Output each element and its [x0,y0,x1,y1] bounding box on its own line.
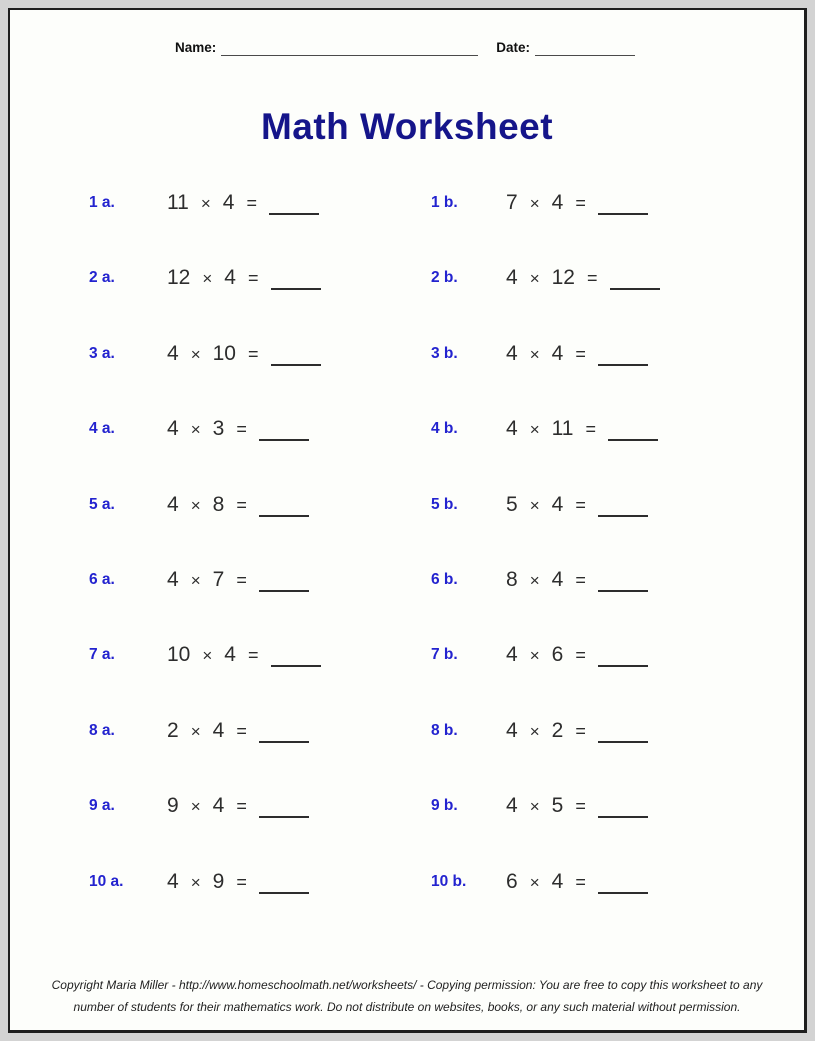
problem-5a [167,494,431,517]
equals-sign: = [246,193,257,213]
problem-label: 7 a. [89,646,115,664]
multiply-icon: × [529,269,540,289]
problem-4b [506,418,658,441]
factor-2: 2 [551,718,564,742]
problem-label: 2 b. [431,269,458,287]
problem-row-2 [10,267,804,342]
factor-1: 8 [506,567,518,591]
equals-sign: = [575,871,586,892]
factor-1: 6 [506,869,518,893]
multiply-icon: × [529,194,540,213]
problem-4a [167,418,431,441]
problem-3a [167,343,431,366]
multiply-icon: × [190,344,201,364]
multiply-icon: × [529,344,540,364]
answer-blank[interactable] [269,213,319,215]
answer-blank[interactable] [259,515,309,517]
factor-2: 6 [551,643,564,667]
equals-sign: = [575,343,586,364]
name-date-header [175,40,804,56]
equals-sign: = [585,419,596,440]
problem-label: 6 b. [431,570,458,588]
factor-2: 4 [551,341,564,365]
problem-row-3 [10,343,804,418]
problem-2b [506,267,660,290]
factor-2: 4 [224,266,236,290]
problem-label: 8 a. [89,721,115,739]
equals-sign: = [247,343,259,364]
answer-blank[interactable] [271,364,321,366]
problem-label: 4 b. [431,420,458,438]
problem-2a [167,267,431,290]
factor-2: 11 [551,417,574,441]
factor-2: 5 [551,794,564,818]
factor-1: 7 [506,191,518,214]
problem-10a [167,871,431,894]
factor-2: 12 [551,266,575,290]
equals-sign: = [236,569,247,590]
factor-1: 4 [167,567,179,591]
problem-5b [506,494,648,517]
factor-1: 10 [167,643,191,667]
problem-row-7 [10,644,804,719]
answer-blank[interactable] [271,665,321,667]
factor-2: 9 [212,869,225,893]
multiply-icon: × [529,495,540,515]
multiply-icon: × [190,570,201,590]
problem-label: 10 a. [89,872,124,890]
factor-2: 10 [212,341,236,365]
multiply-icon: × [190,495,201,515]
problem-row-5 [10,494,804,569]
multiply-icon: × [529,646,540,666]
answer-blank[interactable] [259,590,309,592]
problem-7b [506,644,648,667]
copyright-footer [10,975,804,1018]
factor-2: 4 [212,794,225,818]
multiply-icon: × [190,797,201,817]
multiply-icon: × [529,872,540,892]
factor-2: 7 [212,567,225,591]
equals-sign: = [236,419,247,440]
answer-blank[interactable] [610,288,660,290]
factor-1: 4 [506,266,518,290]
equals-sign: = [575,494,586,515]
problem-label: 1 a. [89,194,115,211]
answer-blank[interactable] [259,741,309,743]
equals-sign: = [575,193,586,213]
problem-label: 4 a. [89,420,115,438]
problem-8a [167,720,431,743]
problem-label: 7 b. [431,646,458,664]
answer-blank[interactable] [598,665,648,667]
equals-sign: = [236,871,247,892]
multiply-icon: × [190,420,201,440]
problem-9a [167,795,431,818]
problem-label: 5 b. [431,495,458,513]
factor-2: 4 [551,191,564,214]
answer-blank[interactable] [598,892,648,894]
problem-row-10 [10,871,804,946]
factor-2: 4 [551,492,564,516]
name-label: Name: [175,40,217,55]
equals-sign: = [575,645,586,666]
answer-blank[interactable] [259,439,309,441]
multiply-icon: × [529,420,540,440]
date-label: Date: [496,40,531,55]
problem-row-6 [10,569,804,644]
problem-6b [506,569,648,592]
answer-blank[interactable] [598,590,648,592]
multiply-icon: × [529,570,540,590]
answer-blank[interactable] [598,213,648,215]
multiply-icon: × [202,269,213,289]
problem-label: 8 b. [431,721,458,739]
multiply-icon: × [529,721,540,741]
factor-1: 2 [167,718,179,742]
problem-1b [506,192,648,215]
problem-row-8 [10,720,804,795]
equals-sign: = [575,720,586,741]
multiply-icon: × [529,797,540,817]
problem-8b [506,720,648,743]
problem-row-4 [10,418,804,493]
problem-label: 9 b. [431,797,458,815]
problem-9b [506,795,648,818]
factor-1: 4 [506,417,518,441]
factor-1: 4 [506,794,518,818]
equals-sign: = [575,796,586,817]
multiply-icon: × [200,194,211,213]
problem-10b [506,871,648,894]
answer-blank[interactable] [598,816,648,818]
worksheet-page [8,8,807,1033]
date-fill-in-line[interactable] [535,41,635,56]
problem-label: 5 a. [89,495,115,513]
factor-2: 8 [212,492,225,516]
factor-1: 4 [506,341,518,365]
equals-sign: = [236,494,247,515]
problems-grid [10,192,804,946]
copyright-line-1: Copyright Maria Miller - http://www.homeschoolmath.net/worksheets/ - Copying permission: You are free to copy this worksheet to any [51,978,763,992]
factor-2: 4 [212,718,225,742]
name-fill-in-line[interactable] [221,41,478,56]
factor-1: 11 [167,191,189,214]
problem-label: 9 a. [89,797,115,815]
answer-blank[interactable] [598,364,648,366]
problem-row-9 [10,795,804,870]
problem-1a [167,192,431,215]
problem-label: 6 a. [89,570,115,588]
equals-sign: = [575,569,586,590]
problem-label: 3 a. [89,344,115,362]
problem-row-1 [10,192,804,267]
answer-blank[interactable] [259,892,309,894]
multiply-icon: × [190,872,201,892]
answer-blank[interactable] [598,741,648,743]
factor-1: 4 [167,417,179,441]
page-title: Math Worksheet [260,106,554,147]
factor-1: 5 [506,492,518,516]
equals-sign: = [586,268,598,289]
factor-1: 9 [167,794,179,818]
problem-7a [167,644,431,667]
answer-blank[interactable] [259,816,309,818]
equals-sign: = [247,268,259,289]
problem-3b [506,343,648,366]
factor-2: 3 [212,417,225,441]
copyright-line-2: number of students for their mathematics work. Do not distribute on websites, books, or any such material without permission. [73,999,741,1014]
multiply-icon: × [202,646,213,666]
factor-1: 4 [506,718,518,742]
factor-1: 4 [506,643,518,667]
factor-1: 4 [167,341,179,365]
equals-sign: = [236,796,247,817]
equals-sign: = [236,720,247,741]
multiply-icon: × [190,721,201,741]
equals-sign: = [247,645,259,666]
factor-2: 4 [551,869,564,893]
answer-blank[interactable] [271,288,321,290]
problem-label: 3 b. [431,344,458,362]
answer-blank[interactable] [598,515,648,517]
factor-2: 4 [551,567,564,591]
factor-2: 4 [224,643,236,667]
problem-label: 2 a. [89,269,115,287]
factor-1: 4 [167,869,179,893]
factor-2: 4 [222,191,235,214]
problem-label: 10 b. [431,872,467,890]
factor-1: 4 [167,492,179,516]
answer-blank[interactable] [608,439,658,441]
problem-6a [167,569,431,592]
problem-label: 1 b. [431,194,458,211]
factor-1: 12 [167,266,191,290]
